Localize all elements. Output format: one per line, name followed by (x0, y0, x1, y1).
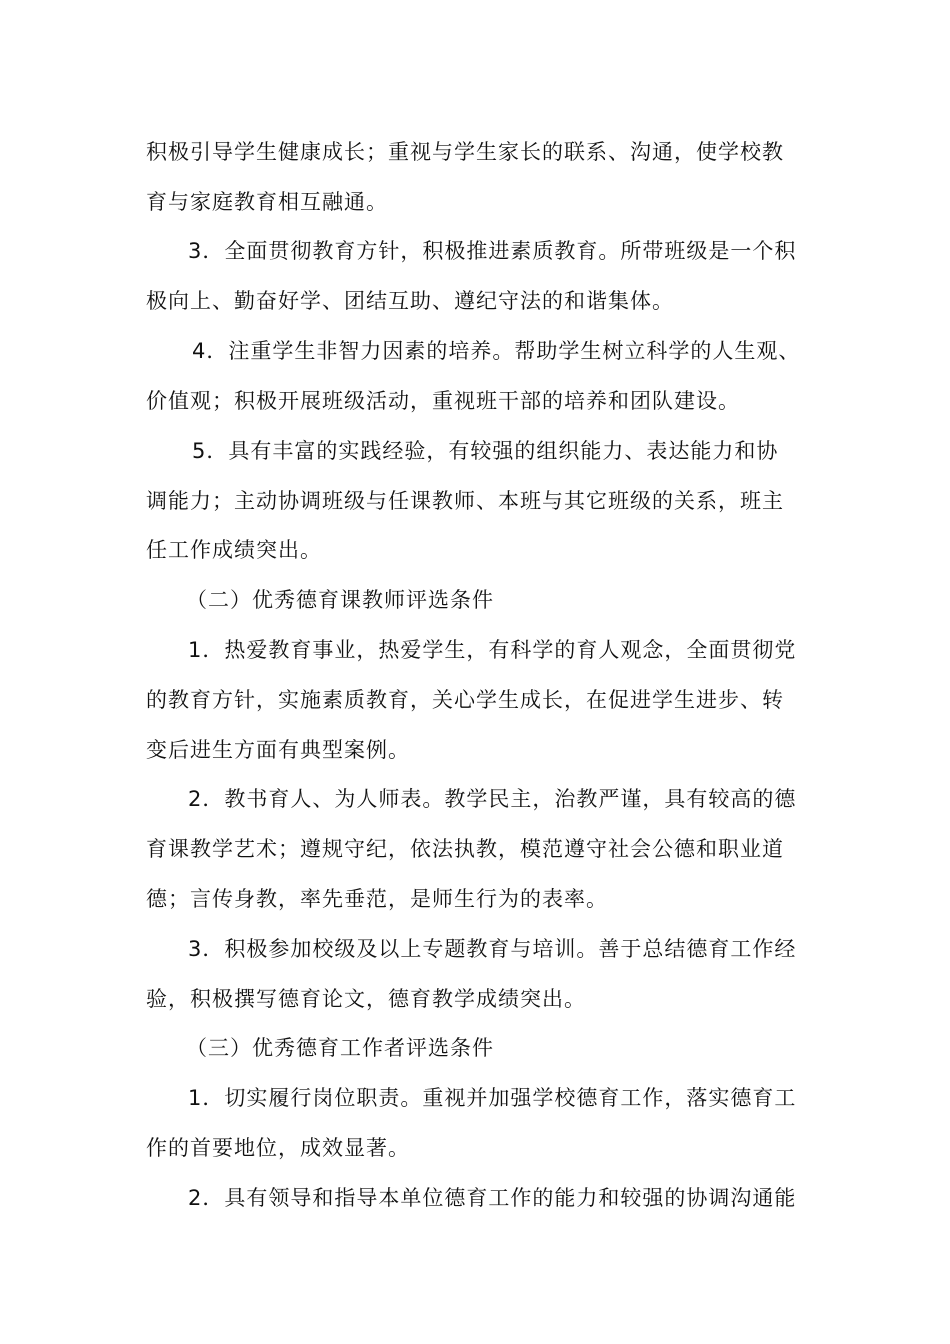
text-line: 3．全面贯彻教育方针，积极推进素质教育。所带班级是一个积 (188, 239, 797, 263)
text-line: 积极引导学生健康成长；重视与学生家长的联系、沟通，使学校教 (146, 140, 784, 164)
text-line: 1．热爱教育事业，热爱学生，有科学的育人观念，全面贯彻党 (188, 638, 797, 662)
text-line: 育课教学艺术；遵规守纪，依法执教，模范遵守社会公德和职业道 (146, 837, 784, 861)
text-line: 调能力；主动协调班级与任课教师、本班与其它班级的关系，班主 (146, 489, 784, 513)
text-line: 的教育方针，实施素质教育，关心学生成长，在促进学生进步、转 (146, 688, 784, 712)
text-line: 验，积极撰写德育论文，德育教学成绩突出。 (146, 987, 586, 1011)
text-line: 变后进生方面有典型案例。 (146, 738, 410, 762)
text-line: 1．切实履行岗位职责。重视并加强学校德育工作，落实德育工 (188, 1086, 797, 1110)
text-line: 4．注重学生非智力因素的培养。帮助学生树立科学的人生观、 (192, 339, 801, 363)
section-heading: （三）优秀德育工作者评选条件 (186, 1036, 494, 1060)
text-line: 价值观；积极开展班级活动，重视班干部的培养和团队建设。 (146, 389, 740, 413)
text-line: 5．具有丰富的实践经验，有较强的组织能力、表达能力和协 (192, 439, 779, 463)
text-line: 任工作成绩突出。 (146, 538, 322, 562)
text-line: 2．具有领导和指导本单位德育工作的能力和较强的协调沟通能 (188, 1186, 797, 1210)
text-line: 育与家庭教育相互融通。 (146, 190, 388, 214)
text-line: 3．积极参加校级及以上专题教育与培训。善于总结德育工作经 (188, 937, 797, 961)
text-line: 2．教书育人、为人师表。教学民主，治教严谨，具有较高的德 (188, 787, 797, 811)
text-line: 德；言传身教，率先垂范，是师生行为的表率。 (146, 887, 608, 911)
text-line: 极向上、勤奋好学、团结互助、遵纪守法的和谐集体。 (146, 289, 674, 313)
section-heading: （二）优秀德育课教师评选条件 (186, 588, 494, 612)
text-line: 作的首要地位，成效显著。 (146, 1136, 410, 1160)
